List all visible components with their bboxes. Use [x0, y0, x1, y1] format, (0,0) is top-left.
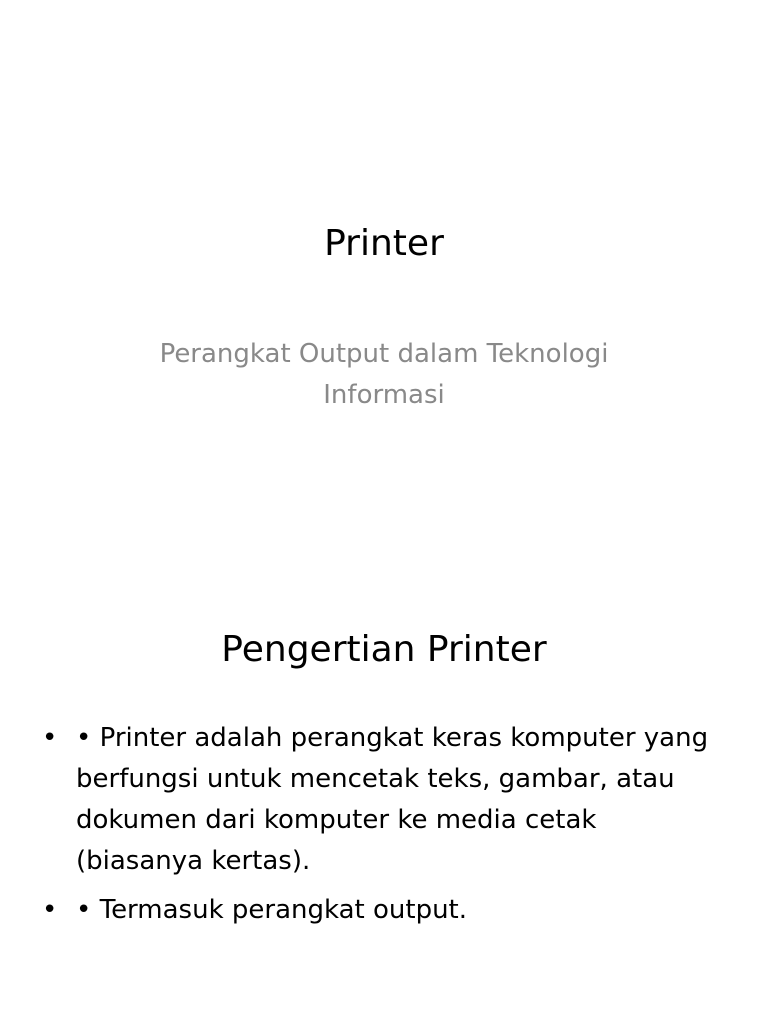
- slide-title: Printer: [324, 223, 444, 264]
- slide-subtitle: Perangkat Output dalam Teknologi Informasi: [159, 339, 609, 410]
- bullet-item: [40, 890, 730, 931]
- slide-title: Pengertian Printer: [221, 629, 547, 670]
- bullet-icon: •: [42, 895, 58, 925]
- bullet-item: [40, 718, 730, 882]
- content-slide: [0, 512, 768, 1024]
- bullet-icon: •: [42, 723, 58, 753]
- bullet-text: • Termasuk perangkat output.: [76, 895, 468, 925]
- bullet-text: • Printer adalah perangkat keras komputer yang berfungsi untuk mencetak teks, gambar, atau dokumen dari komputer ke media cetak (biasanya kertas).: [76, 723, 709, 876]
- bullet-list: [40, 718, 730, 939]
